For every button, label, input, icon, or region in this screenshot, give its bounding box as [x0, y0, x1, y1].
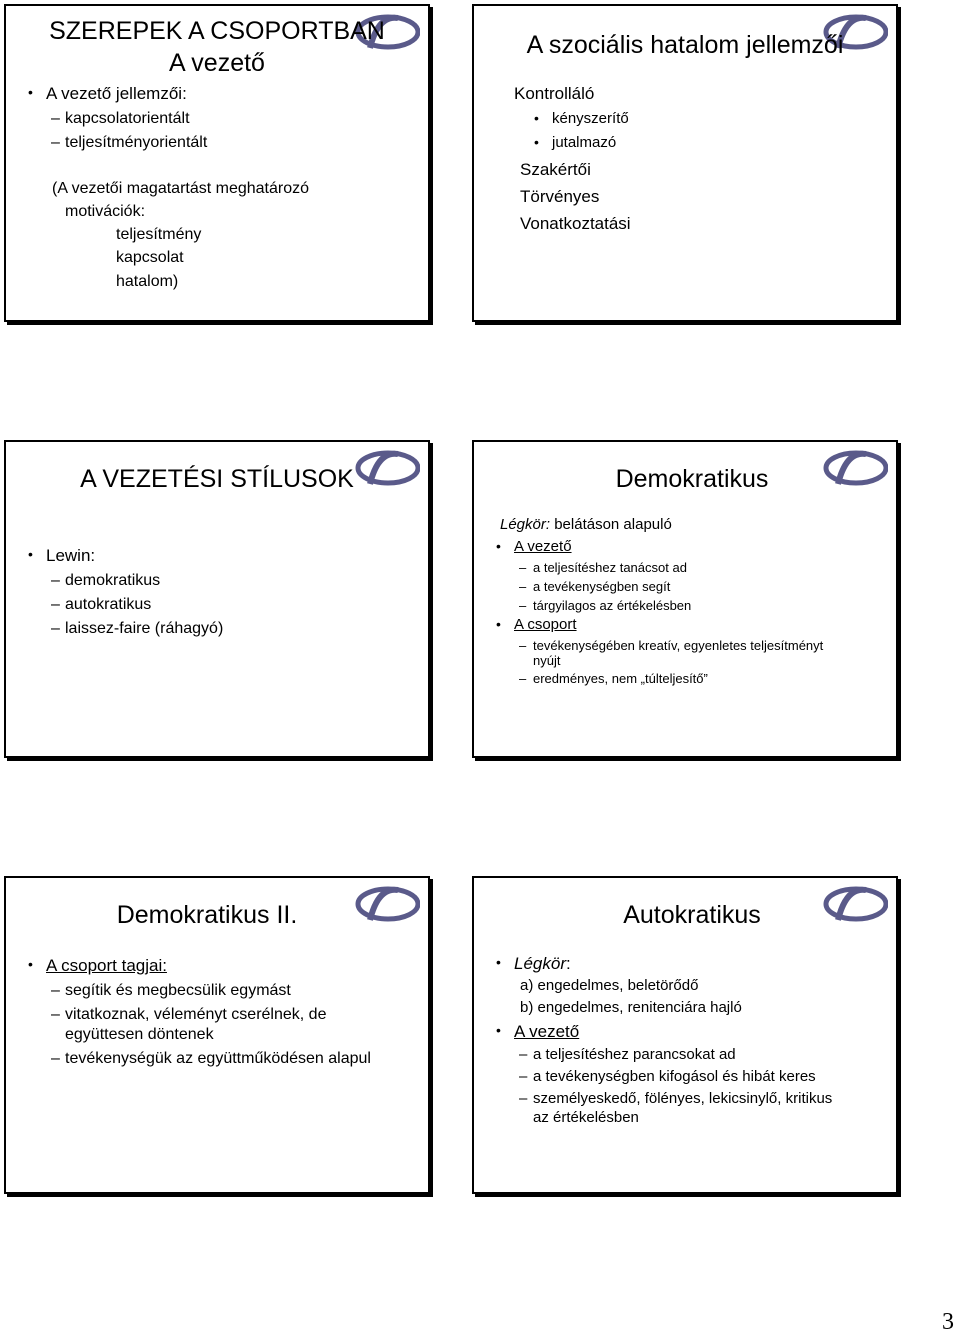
bullet-csoport-tagjai: • A csoport tagjai:	[46, 956, 167, 976]
sub-hatalom: hatalom)	[116, 273, 179, 290]
dash-teljesitmenyorientalt: – teljesítményorientált	[65, 134, 207, 152]
slide-demokratikus-ii	[4, 876, 430, 1194]
dash-eredmenyes: – eredményes, nem „túlteljesítő”	[533, 671, 708, 686]
slide-title: Autokratikus	[623, 901, 761, 929]
dash-segitik: – segítik és megbecsülik egymást	[65, 982, 291, 1000]
dash-kreativ-line1: – tevékenységében kreatív, egyenletes teljesítményt	[533, 638, 823, 653]
dash-kreativ-line2: nyújt	[533, 653, 561, 668]
legkor-label: Légkör:	[500, 516, 551, 533]
slide-szerepek	[4, 4, 430, 322]
sub-teljesitmeny: teljesítmény	[116, 226, 202, 243]
slide-title: A szociális hatalom jellemzői	[526, 31, 844, 59]
bullet-a-vezeto: • A vezető	[514, 538, 572, 555]
slide-title: A VEZETÉSI STÍLUSOK	[80, 465, 354, 493]
dash-vitatkoznak-line2: együttesen döntenek	[65, 1026, 214, 1043]
slide-autokratikus	[472, 876, 898, 1194]
slide-title-line1: SZEREPEK A CSOPORTBAN	[49, 17, 385, 45]
dash-vitatkoznak-line1: – vitatkoznak, véleményt cserélnek, de	[65, 1006, 326, 1024]
dash-tanacsot-ad: – a teljesítéshez tanácsot ad	[533, 560, 687, 575]
bullet-vezeto-jellemzoi: • A vezető jellemzői:	[46, 84, 187, 104]
bullet-a-csoport: • A csoport	[514, 616, 577, 633]
item-torvenyes: Törvényes	[520, 187, 600, 206]
para-line1: (A vezetői magatartást meghatározó	[52, 180, 310, 197]
slide-title: Demokratikus II.	[116, 901, 298, 929]
dash-szemelyeskedo-line2: az értékelésben	[533, 1109, 639, 1126]
dash-laissez-faire: – laissez-faire (ráhagyó)	[65, 620, 223, 638]
para-line2: motivációk:	[65, 203, 146, 220]
item-kontrollalo: Kontrolláló	[514, 84, 595, 103]
legkor-label: Légkör	[514, 954, 566, 973]
bullet-a-vezeto: • A vezető	[514, 1022, 579, 1042]
dash-kapcsolatorientalt: – kapcsolatorientált	[65, 110, 190, 128]
item-szakertoi: Szakértői	[520, 160, 591, 179]
slide-title-line2: A vezető	[169, 49, 265, 77]
slide-vezetesi-stilusok	[4, 440, 430, 758]
dash-tevekenyseguk: – tevékenységük az együttműködésen alapul	[65, 1050, 371, 1068]
page-number: 3	[942, 1309, 954, 1335]
item-vonatkoztatasi: Vonatkoztatási	[520, 214, 631, 233]
dash-autokratikus: – autokratikus	[65, 596, 151, 614]
sub-kenyszerito: • kényszerítő	[552, 110, 629, 127]
dash-parancsokat: – a teljesítéshez parancsokat ad	[533, 1046, 736, 1063]
dash-kifogasol: – a tevékenységben kifogásol és hibát keres	[533, 1068, 816, 1085]
dash-segit: – a tevékenységben segít	[533, 579, 670, 594]
legkor-text: belátáson alapuló	[550, 516, 672, 533]
dash-demokratikus: – demokratikus	[65, 572, 160, 590]
legkor-line	[500, 516, 672, 533]
sub-jutalmazo: • jutalmazó	[552, 134, 616, 151]
slide-title: Demokratikus	[615, 465, 769, 493]
slide-demokratikus	[472, 440, 898, 758]
item-b-engedelmes: b) engedelmes, renitenciára hajló	[520, 999, 742, 1016]
bullet-lewin: • Lewin:	[46, 546, 95, 566]
sub-kapcsolat: kapcsolat	[116, 249, 184, 266]
bullet-legkor	[514, 954, 571, 974]
dash-szemelyeskedo-line1: – személyeskedő, fölényes, lekicsinylő, kritikus	[533, 1090, 832, 1107]
slide-szocialis-hatalom	[472, 4, 898, 322]
item-a-engedelmes: a) engedelmes, beletörődő	[520, 977, 699, 994]
dash-targyilagos: – tárgyilagos az értékelésben	[533, 598, 691, 613]
legkor-colon: :	[565, 954, 571, 973]
